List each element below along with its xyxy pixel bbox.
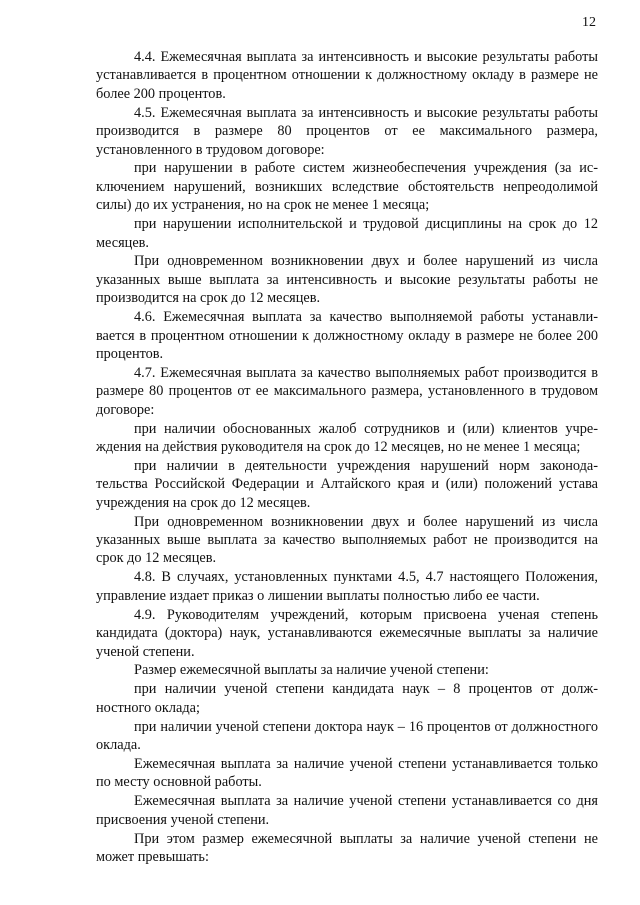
paragraph: Ежемесячная выплата за наличие ученой степени устанавливается только по месту основной работы. [96,755,598,791]
paragraph-4-9: 4.9. Руководителям учреждений, которым присвоена ученая степень кандидата (доктора) наук, устанавливаются ежемесячные выплаты за наличие ученой степени. [96,606,598,660]
paragraph-4-5: 4.5. Ежемесячная выплата за интенсивность и высокие результаты работы производится в размере 80 процентов от ее максимального размера, установленного в трудовом договоре: [96,104,598,158]
paragraph: При одновременном возникновении двух и более нарушений из числа указанных выше выплата за качество выполняемых работ не производится на срок до 12 месяцев. [96,513,598,567]
paragraph: При этом размер ежемесячной выплаты за наличие ученой степени не может превышать: [96,830,598,865]
page-number: 12 [582,15,596,30]
paragraph-4-4: 4.4. Ежемесячная выплата за интенсивность и высокие результаты работы устанавливается в процентном отношении к должностному окладу в размере не более 200 процентов. [96,49,598,102]
list-item: при нарушении в работе систем жизнеобеспечения учреждения (за исключением нарушений, возникших вследствие обстоятельств непреодолимой силы) до их устранения, но на срок не менее 1 месяца; [96,160,598,214]
list-item: при наличии в деятельности учреждения нарушений норм законодательства Российской Федерации и Алтайского края и (или) положений устава учреждения на срок до 12 месяцев. [96,457,598,511]
list-item: при наличии обоснованных жалоб сотрудников и (или) клиентов учреждения на действия руководителя на срок до 12 месяцев, но не менее 1 месяца; [96,420,598,456]
paragraph-4-8: 4.8. В случаях, установленных пунктами 4.5, 4.7 настоящего Положения, управление издает приказ о лишении выплаты полностью либо ее части. [96,569,598,604]
paragraph-4-6: 4.6. Ежемесячная выплата за качество выполняемой работы устанавливается в процентном отношении к должностному окладу в размере не более 200 процентов. [96,309,598,362]
paragraph: Ежемесячная выплата за наличие ученой степени устанавливается со дня присвоения ученой степени. [96,793,598,828]
list-item: при нарушении исполнительской и трудовой дисциплины на срок до 12 месяцев. [96,216,598,251]
list-item: при наличии ученой степени кандидата наук – 8 процентов от должностного оклада; [96,681,598,716]
list-item: при наличии ученой степени доктора наук – 16 процентов от должностного оклада. [96,718,598,754]
paragraph: При одновременном возникновении двух и более нарушений из числа указанных выше выплата за интенсивность и высокие результаты работы не производится на срок до 12 месяцев. [96,253,598,307]
paragraph-4-7: 4.7. Ежемесячная выплата за качество выполняемых работ производится в размере 80 процентов от ее максимального размера, установленного в трудовом договоре: [96,364,598,418]
document-body [96,48,598,867]
paragraph: Размер ежемесячной выплаты за наличие ученой степени: [134,662,489,679]
